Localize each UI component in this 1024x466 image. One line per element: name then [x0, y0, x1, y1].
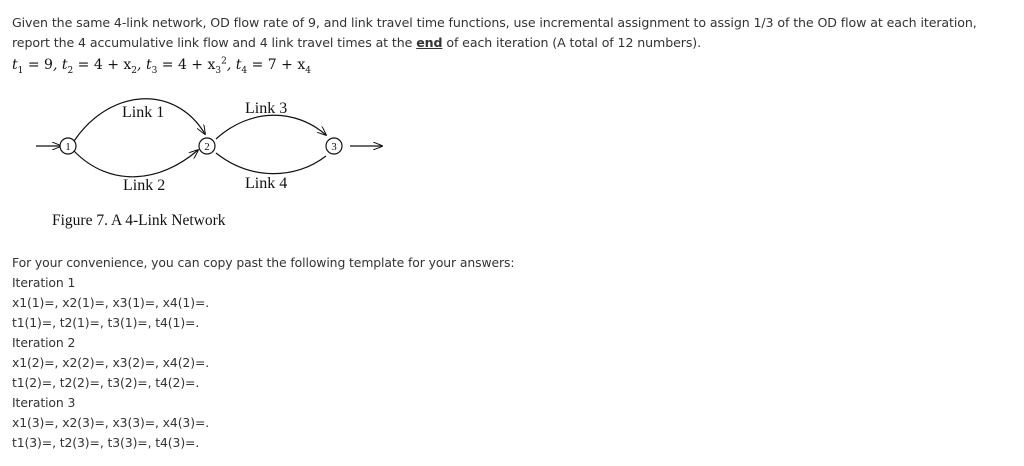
link4-label: Link 4 [245, 175, 288, 192]
figure-caption: Figure 7. A 4-Link Network [52, 212, 226, 229]
iteration-1-title: Iteration 1 [12, 275, 76, 290]
node-2-label: 2 [204, 141, 210, 153]
link2-label: Link 2 [123, 177, 166, 194]
network-figure [30, 88, 400, 238]
node-1-label: 1 [65, 141, 71, 153]
link2-edge [74, 150, 198, 177]
link4-edge [216, 153, 326, 174]
iteration-1-flows: x1(1)=, x2(1)=, x3(1)=, x4(1)=. [12, 295, 210, 310]
question-text [12, 13, 1017, 53]
formula-t3: $t_3 = 4 + x_3^2$, [145, 56, 232, 76]
iteration-2-flows: x1(2)=, x2(2)=, x3(2)=, x4(2)=. [12, 355, 210, 370]
network-diagram [30, 88, 400, 238]
iteration-3-title: Iteration 3 [12, 395, 76, 410]
iteration-1-times: t1(1)=, t2(1)=, t3(1)=, t4(1)=. [12, 315, 200, 330]
formula-t1: $t_1 = 9$, [12, 56, 58, 76]
link3-label: Link 3 [245, 100, 288, 117]
node-3-label: 3 [331, 141, 337, 153]
iteration-3-flows: x1(3)=, x2(3)=, x3(3)=, x4(3)=. [12, 415, 210, 430]
iteration-2-title: Iteration 2 [12, 335, 76, 350]
link3-edge [216, 115, 326, 139]
question-text-after: of each iteration (A total of 12 numbers). [442, 35, 701, 50]
iteration-2-times: t1(2)=, t2(2)=, t3(2)=, t4(2)=. [12, 375, 200, 390]
formula-t2: $t_2 = 4 + x_2$, [61, 56, 142, 76]
template-intro: For your convenience, you can copy past the following template for your answers: [12, 255, 515, 270]
answer-template [12, 253, 612, 453]
link1-label: Link 1 [122, 104, 165, 121]
question-text-before: Given the same 4-link network, OD flow rate of 9, and link travel time functions, use incremental assignment to assign 1/3 of the OD flow at each iteration, report the 4 accumulative link flow and 4 link travel times at the [12, 15, 977, 50]
travel-time-formula [12, 56, 311, 75]
iteration-3-times: t1(3)=, t2(3)=, t3(3)=, t4(3)=. [12, 435, 200, 450]
question-underlined-word: end [416, 35, 443, 50]
formula-t4: $t_4 = 7 + x_4$ [235, 56, 311, 76]
